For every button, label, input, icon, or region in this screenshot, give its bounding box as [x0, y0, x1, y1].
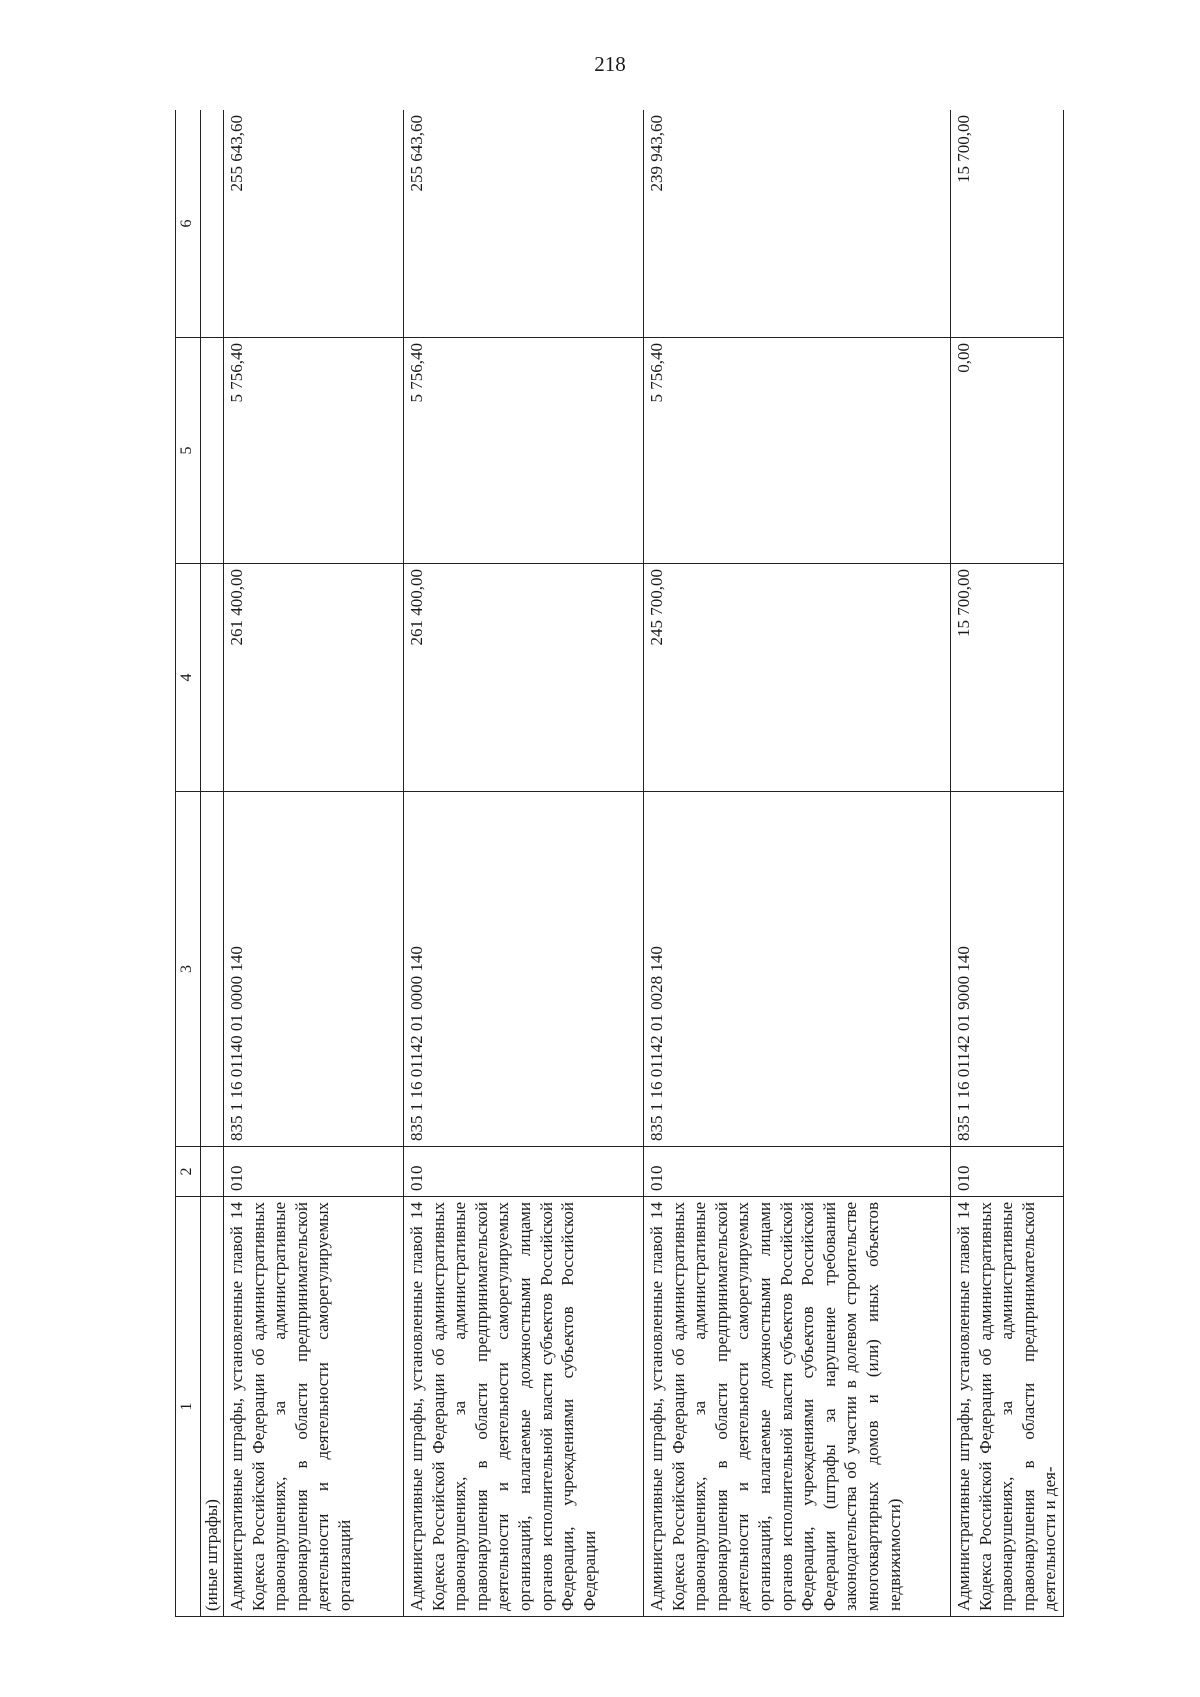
group-label-row [201, 110, 224, 1617]
row-description: Административные штрафы, установленные главой 14 Кодекса Российской Федерации об административных правонарушениях, за административные правонарушения в области предпринимательской деятельности и деятельности саморегулируемых организаций, налагаемые должностными лицами органов исполнительной власти субъектов Российской Федерации, учреждениями субъектов Российской Федерации [404, 1197, 644, 1617]
table-area [175, 110, 1102, 1617]
row-approved-amount: 245 700,00 [644, 564, 951, 792]
row-executed-amount: 0,00 [951, 338, 1064, 564]
row-budget-code: 835 1 16 01142 01 0028 140 [644, 792, 951, 1147]
table-row [644, 110, 951, 1617]
empty-cell [201, 338, 224, 564]
group-label: (иные штрафы) [201, 1197, 224, 1617]
row-line-code: 010 [644, 1147, 951, 1197]
table-row [404, 110, 644, 1617]
column-header-4: 4 [176, 564, 201, 792]
row-unexecuted-amount: 255 643,60 [404, 110, 644, 338]
page-number: 218 [594, 52, 626, 76]
row-unexecuted-amount: 15 700,00 [951, 110, 1064, 338]
row-description: Административные штрафы, установленные главой 14 Кодекса Российской Федерации об административных правонарушениях, за административные правонарушения в области предпринимательской деятельности и дея- [951, 1197, 1064, 1617]
row-budget-code: 835 1 16 01142 01 0000 140 [404, 792, 644, 1147]
column-header-1: 1 [176, 1197, 201, 1617]
empty-cell [201, 110, 224, 338]
table-row [224, 110, 404, 1617]
row-line-code: 010 [404, 1147, 644, 1197]
empty-cell [201, 792, 224, 1147]
row-budget-code: 835 1 16 01140 01 0000 140 [224, 792, 404, 1147]
row-approved-amount: 261 400,00 [224, 564, 404, 792]
row-budget-code: 835 1 16 01142 01 9000 140 [951, 792, 1064, 1147]
row-executed-amount: 5 756,40 [224, 338, 404, 564]
table-row [951, 110, 1064, 1617]
row-line-code: 010 [951, 1147, 1064, 1197]
column-header-5: 5 [176, 338, 201, 564]
rotated-table-container [175, 110, 1102, 1617]
row-description: Административные штрафы, установленные главой 14 Кодекса Российской Федерации об административных правонарушениях, за административные правонарушения в области предпринимательской деятельности и деятельности саморегулируемых организаций, налагаемые должностными лицами органов исполнительной власти субъектов Российской Федерации, учреждениями субъектов Российской Федерации (штрафы за нарушение требований законодательства об участии в долевом строительстве многоквартирных домов и (или) иных объектов недвижимости) [644, 1197, 951, 1617]
row-approved-amount: 261 400,00 [404, 564, 644, 792]
row-unexecuted-amount: 255 643,60 [224, 110, 404, 338]
column-header-2: 2 [176, 1147, 201, 1197]
report-table [175, 110, 1064, 1617]
row-approved-amount: 15 700,00 [951, 564, 1064, 792]
row-description: Административные штрафы, установленные главой 14 Кодекса Российской Федерации об административных правонарушениях, за административные правонарушения в области предпринимательской деятельности и деятельности саморегулируемых организаций [224, 1197, 404, 1617]
row-executed-amount: 5 756,40 [644, 338, 951, 564]
row-unexecuted-amount: 239 943,60 [644, 110, 951, 338]
empty-cell [201, 1147, 224, 1197]
empty-cell [201, 564, 224, 792]
row-executed-amount: 5 756,40 [404, 338, 644, 564]
column-number-row [176, 110, 201, 1617]
row-line-code: 010 [224, 1147, 404, 1197]
column-header-6: 6 [176, 110, 201, 338]
column-header-3: 3 [176, 792, 201, 1147]
